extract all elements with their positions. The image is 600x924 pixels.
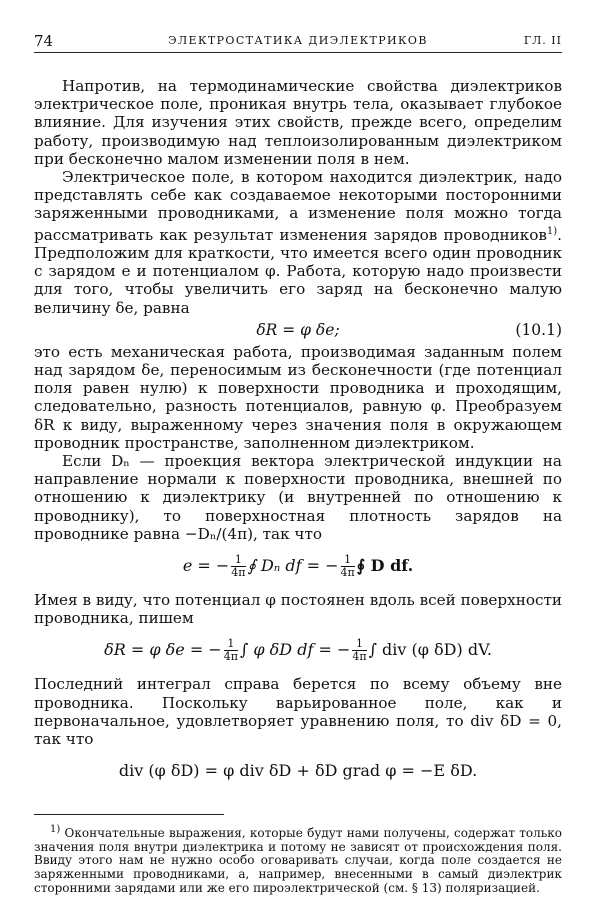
fraction	[224, 638, 238, 663]
equation-charge-density	[34, 551, 562, 581]
equation-10-1-body: δR = φ δe;	[256, 320, 340, 339]
equation-work	[34, 635, 562, 665]
fraction-numerator: 1	[341, 554, 355, 567]
paragraph-1: Напротив, на термодинамические свойства диэлектриков электрическое поле, проникая внутрь тела, оказывает глубокое влияние. Для изучения этих свойств, прежде всего, определим работу, производимую над теплоизолированным диэлектриком при бесконечно малом изменении поля в нем.	[34, 77, 562, 168]
equation-2-lhs: e = −	[182, 555, 230, 575]
fraction-denominator: 4π	[340, 565, 355, 579]
footnote-mark: 1)	[50, 824, 61, 836]
equation-3-lhs: δR = φ δe = −	[104, 640, 222, 660]
paragraph-2-part-b: . Предположим для краткости, что имеется всего один проводник с зарядом e и потенциалом φ. Работа, которую надо произвести для того, чтобы увеличить его заряд на бесконечно малую величину δe, равна	[34, 225, 562, 317]
page-number: 74	[34, 32, 54, 50]
paragraph-6: Последний интеграл справа берется по всему объему вне проводника. Поскольку варьированное поле, как и первоначальное, удовлетворяет уравнению поля, то div δD = 0, так что	[34, 675, 562, 748]
book-page	[34, 32, 562, 895]
fraction-denominator: 4π	[231, 565, 246, 579]
header-rule	[34, 52, 562, 53]
fraction-denominator: 4π	[352, 650, 367, 664]
equation-10-1	[34, 317, 562, 343]
footnote-reference: 1)	[546, 225, 558, 237]
fraction	[231, 554, 245, 579]
fraction-numerator: 1	[224, 638, 238, 651]
paragraph-4: Если Dₙ — проекция вектора электрической индукции на направление нормали к поверхности проводника, внешней по отношению к диэлектрику (и внутренней по отношению к проводнику), то поверхностная плотность зарядов на проводнике равна −Dₙ/(4π), так что	[34, 451, 562, 543]
fraction-numerator: 1	[352, 638, 366, 651]
running-title: ЭЛЕКТРОСТАТИКА ДИЭЛЕКТРИКОВ	[168, 34, 428, 47]
fraction-numerator: 1	[231, 554, 245, 567]
paragraph-5: Имея в виду, что потенциал φ постоянен вдоль всей поверхности проводника, пишем	[34, 590, 562, 628]
equation-number: (10.1)	[515, 320, 562, 339]
equation-2-mid: ∮ Dₙ df = −	[247, 555, 339, 575]
chapter-label: ГЛ. II	[523, 34, 562, 47]
equation-3-mid: ∫ φ δD df = −	[239, 640, 351, 660]
fraction	[352, 638, 366, 663]
equation-3-rhs: ∫ div (φ δD) dV.	[368, 640, 492, 660]
fraction-denominator: 4π	[223, 650, 238, 664]
equation-2-rhs: ∮ D df.	[356, 555, 414, 575]
footnote-rule	[34, 814, 224, 815]
fraction	[341, 554, 355, 579]
footnote-text: Окончательные выражения, которые будут нами получены, содержат только значения поля внутри диэлектрика и потому не зависят от происхождения поля. Ввиду этого нам не нужно особо оговаривать случаи, когда поле создается не заряженными проводниками, а, например, внесенными в самый диэлектрик сторонними зарядами или же его пироэлектрической (см. § 13) поляризацией.	[34, 826, 562, 895]
equation-divergence	[34, 756, 562, 786]
paragraph-3: это есть механическая работа, производимая заданным полем над зарядом δe, переносимым из бесконечности (где потенциал поля равен нулю) к поверхности проводника и проходящим, следовательно, разность потенциалов, равную φ. Преобразуем δR к виду, выраженному через значения поля в окружающем проводник пространстве, заполненном диэлектриком.	[34, 342, 562, 452]
page-body	[34, 77, 562, 895]
paragraph-2-part-a: Электрическое поле, в котором находится диэлектрик, надо представлять себе как создаваемое некоторыми посторонними заряженными проводниками, а изменение поля можно тогда рассматривать как результат изменения зарядов проводников	[34, 168, 562, 244]
footnote	[34, 823, 562, 895]
equation-4: div (φ δD) = φ div δD + δD grad φ = −E δD.	[118, 761, 478, 781]
running-header	[34, 32, 562, 52]
paragraph-2	[34, 168, 562, 317]
